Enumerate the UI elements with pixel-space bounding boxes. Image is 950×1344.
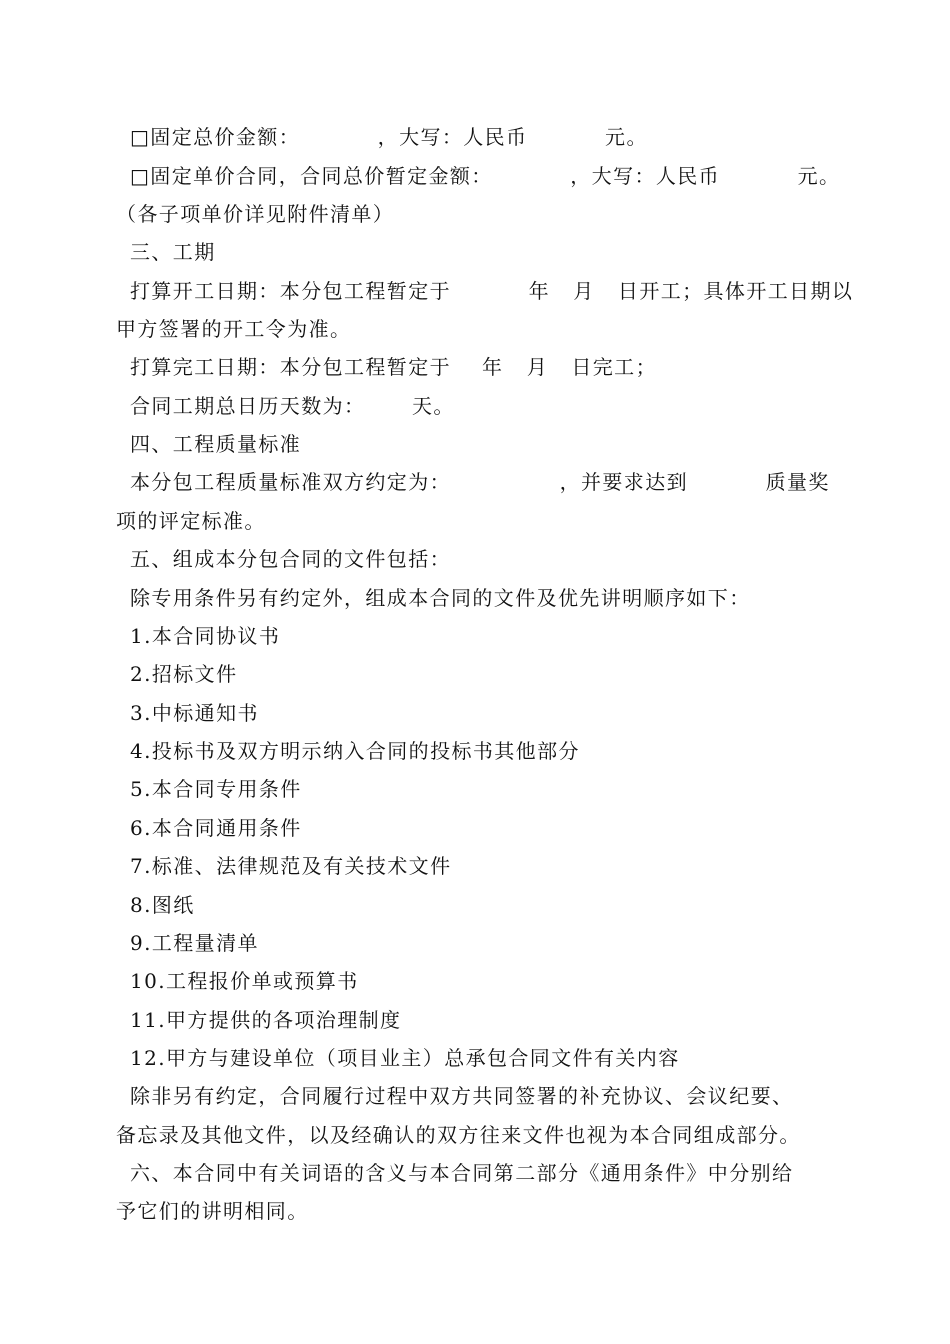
list-item: 12.甲方与建设单位（项目业主）总承包合同文件有关内容 (130, 1046, 680, 1070)
section-heading-quality: 四、工程质量标准 (130, 432, 302, 456)
list-item: 2.招标文件 (130, 662, 238, 686)
list-item: 11.甲方提供的各项治理制度 (130, 1008, 402, 1032)
total-days-line: 合同工期总日历天数为： 天。 (130, 394, 455, 418)
planned-completion-line: 打算完工日期：本分包工程暂定于 年 月 日完工； (130, 355, 657, 379)
quality-standard-line: 本分包工程质量标准双方约定为： ，并要求达到 质量奖 (130, 470, 830, 494)
fixed-total-price-line: □固定总价金额： ，大写：人民币 元。 (130, 125, 648, 149)
list-item: 6.本合同通用条件 (130, 816, 302, 840)
list-item: 9.工程量清单 (130, 931, 259, 955)
fixed-unit-price-line: □固定单价合同，合同总价暂定金额： ，大写：人民币 元。 (130, 164, 841, 188)
section-heading-schedule: 三、工期 (130, 240, 216, 264)
documents-intro: 除专用条件另有约定外，组成本合同的文件及优先讲明顺序如下： (130, 586, 751, 610)
list-item: 7.标准、法律规范及有关技术文件 (130, 854, 452, 878)
unit-price-note: （各子项单价详见附件清单） (116, 202, 395, 226)
supplementary-docs-line: 除非另有约定，合同履行过程中双方共同签署的补充协议、会议纪要、 (130, 1084, 794, 1108)
list-item: 10.工程报价单或预算书 (130, 969, 359, 993)
list-item: 5.本合同专用条件 (130, 777, 302, 801)
planned-start-line: 打算开工日期：本分包工程暂定于 年 月 日开工；具体开工日期以 (130, 279, 854, 303)
list-item: 4.投标书及双方明示纳入合同的投标书其他部分 (130, 739, 580, 763)
section-six-continuation: 予它们的讲明相同。 (116, 1199, 309, 1223)
supplementary-docs-continuation: 备忘录及其他文件，以及经确认的双方往来文件也视为本合同组成部分。 (116, 1123, 801, 1147)
quality-standard-continuation: 项的评定标准。 (116, 509, 266, 533)
list-item: 3.中标通知书 (130, 701, 259, 725)
list-item: 1.本合同协议书 (130, 624, 281, 648)
section-six-line: 六、本合同中有关词语的含义与本合同第二部分《通用条件》中分别给 (130, 1161, 794, 1185)
section-heading-documents: 五、组成本分包合同的文件包括： (130, 547, 451, 571)
list-item: 8.图纸 (130, 893, 195, 917)
planned-start-continuation: 甲方签署的开工令为准。 (116, 317, 352, 341)
